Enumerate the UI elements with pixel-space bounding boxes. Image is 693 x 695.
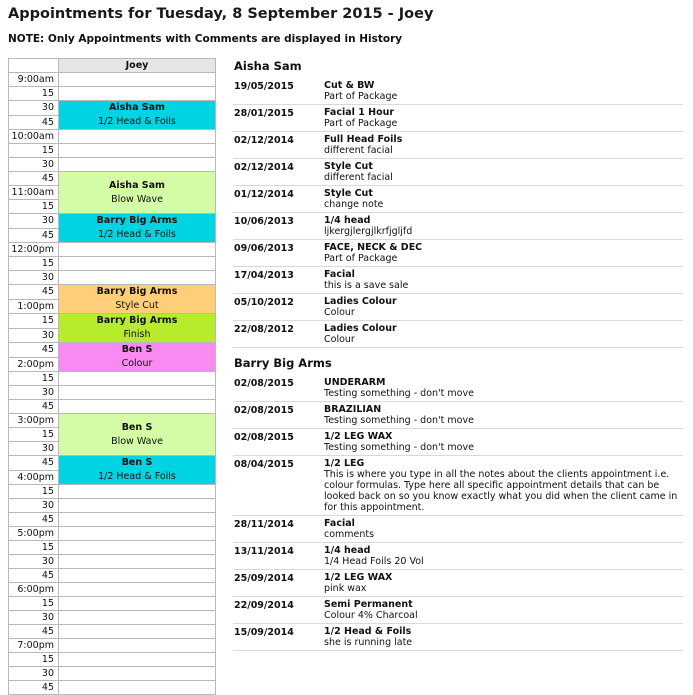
history-details: [324, 404, 683, 426]
time-slot-row: [9, 243, 216, 257]
history-details: [324, 323, 683, 345]
history-entry: [233, 456, 683, 516]
history-comment: Colour: [324, 307, 355, 318]
empty-slot[interactable]: [59, 569, 216, 583]
history-entry: [233, 159, 683, 186]
history-comment: Part of Package: [324, 253, 398, 264]
history-date: 02/12/2014: [234, 135, 294, 146]
empty-slot[interactable]: [59, 158, 216, 172]
history-note: NOTE: Only Appointments with Comments are displayed in History: [8, 33, 403, 45]
appointment-client: Aisha Sam: [109, 102, 165, 113]
history-date: 15/09/2014: [234, 627, 294, 638]
history-entry: [233, 132, 683, 159]
appointment-block[interactable]: [59, 314, 216, 343]
appointment-client: Barry Big Arms: [96, 286, 178, 297]
history-date: 08/04/2015: [234, 459, 294, 470]
time-slot-label: 4:00pm: [9, 470, 59, 485]
history-service: Semi Permanent: [324, 599, 413, 610]
time-slot-label: 11:00am: [9, 186, 59, 200]
history-service: Style Cut: [324, 161, 373, 172]
history-entry: [233, 543, 683, 570]
time-slot-label: 9:00am: [9, 73, 59, 87]
time-slot-label: 15: [9, 257, 59, 271]
time-slot-label: 15: [9, 314, 59, 329]
history-details: [324, 458, 683, 513]
history-service: BRAZILIAN: [324, 404, 382, 415]
history-date: 02/08/2015: [234, 432, 294, 443]
history-entry: [233, 240, 683, 267]
time-slot-label: 15: [9, 428, 59, 442]
time-slot-row: [9, 130, 216, 144]
time-slot-label: 30: [9, 499, 59, 513]
time-slot-row: [9, 485, 216, 499]
time-slot-label: 30: [9, 386, 59, 400]
history-details: [324, 269, 683, 291]
empty-slot[interactable]: [59, 257, 216, 271]
time-slot-label: 45: [9, 513, 59, 527]
history-details: [324, 161, 683, 183]
history-details: [324, 377, 683, 399]
time-slot-label: 15: [9, 653, 59, 667]
history-service: UNDERARM: [324, 377, 386, 388]
history-entry: [233, 402, 683, 429]
history-details: [324, 431, 683, 453]
empty-slot[interactable]: [59, 144, 216, 158]
appointment-service: Colour: [121, 358, 153, 369]
history-details: [324, 215, 683, 237]
time-slot-row: [9, 271, 216, 285]
history-date: 17/04/2013: [234, 270, 294, 281]
empty-slot[interactable]: [59, 639, 216, 653]
history-service: Ladies Colour: [324, 296, 397, 307]
history-entry: [233, 375, 683, 402]
history-entry: [233, 213, 683, 240]
time-slot-row: [9, 101, 216, 116]
time-slot-label: 30: [9, 442, 59, 456]
time-slot-label: 30: [9, 667, 59, 681]
history-date: 10/06/2013: [234, 216, 294, 227]
time-slot-row: [9, 499, 216, 513]
history-service: Cut & BW: [324, 80, 375, 91]
time-slot-label: 7:00pm: [9, 639, 59, 653]
history-comment: Testing something - don't move: [324, 415, 474, 426]
client-history-block: [233, 59, 683, 348]
appointment-block[interactable]: [59, 285, 216, 314]
history-service: Full Head Foils: [324, 134, 403, 145]
time-slot-row: [9, 343, 216, 358]
time-slot-row: [9, 625, 216, 639]
time-slot-label: 12:00pm: [9, 243, 59, 257]
history-entry: [233, 294, 683, 321]
history-comment: different facial: [324, 145, 393, 156]
empty-slot[interactable]: [59, 485, 216, 499]
history-entry: [233, 429, 683, 456]
history-details: [324, 599, 683, 621]
client-name-heading: Aisha Sam: [234, 59, 302, 73]
appointment-service: Blow Wave: [111, 193, 163, 205]
appointment-service: 1/2 Head & Foils: [98, 116, 176, 127]
time-slot-label: 45: [9, 228, 59, 243]
appointment-client: Aisha Sam: [109, 179, 165, 191]
time-slot-label: 2:00pm: [9, 357, 59, 372]
empty-slot[interactable]: [59, 271, 216, 285]
appointment-block[interactable]: [59, 414, 216, 456]
history-comment: comments: [324, 529, 375, 540]
history-entry: [233, 186, 683, 213]
time-slot-label: 15: [9, 87, 59, 101]
time-slot-row: [9, 372, 216, 386]
history-comment: Part of Package: [324, 91, 398, 102]
history-comment: Testing something - don't move: [324, 442, 474, 453]
history-comment: different facial: [324, 172, 393, 183]
time-slot-label: 45: [9, 115, 59, 130]
time-slot-label: 30: [9, 214, 59, 229]
time-slot-row: [9, 214, 216, 229]
history-entry: [233, 321, 683, 348]
history-comment: Colour 4% Charcoal: [324, 610, 418, 621]
time-slot-row: [9, 597, 216, 611]
appointment-block[interactable]: [59, 456, 216, 485]
history-date: 09/06/2013: [234, 243, 294, 254]
time-slot-row: [9, 611, 216, 625]
empty-slot[interactable]: [59, 243, 216, 257]
history-date: 02/08/2015: [234, 378, 294, 389]
empty-slot[interactable]: [59, 130, 216, 144]
appointment-client: Ben S: [121, 344, 153, 355]
history-service: Facial: [324, 518, 355, 529]
history-comment: Part of Package: [324, 118, 398, 129]
time-slot-label: 3:00pm: [9, 414, 59, 428]
time-slot-row: [9, 527, 216, 541]
time-slot-label: 30: [9, 158, 59, 172]
history-comment: ljkergjlergjlkrfjgljfd: [324, 226, 413, 237]
empty-slot[interactable]: [59, 513, 216, 527]
history-service: 1/4 head: [324, 215, 371, 226]
time-slot-row: [9, 144, 216, 158]
time-slot-label: 15: [9, 200, 59, 214]
time-slot-label: 15: [9, 144, 59, 158]
time-slot-label: 6:00pm: [9, 583, 59, 597]
time-slot-label: 45: [9, 400, 59, 414]
empty-slot[interactable]: [59, 499, 216, 513]
history-comment: This is where you type in all the notes about the clients appointment i.e. colour formulas. Type here all specific appointment details that can be looked back on so you know exactly what you did when the client came in for this appointment.: [324, 469, 678, 513]
empty-slot[interactable]: [59, 625, 216, 639]
time-slot-row: [9, 513, 216, 527]
time-slot-label: 30: [9, 611, 59, 625]
time-slot-label: 45: [9, 681, 59, 695]
history-entry: [233, 78, 683, 105]
empty-slot[interactable]: [59, 597, 216, 611]
history-entry: [233, 516, 683, 543]
history-date: 28/11/2014: [234, 519, 294, 530]
appointment-client: Ben S: [121, 457, 153, 468]
time-slot-row: [9, 172, 216, 186]
empty-slot[interactable]: [59, 73, 216, 87]
schedule-grid: [8, 58, 216, 695]
history-date: 01/12/2014: [234, 189, 294, 200]
appointment-block[interactable]: [59, 214, 216, 243]
time-slot-label: 1:00pm: [9, 299, 59, 314]
appointment-service: 1/2 Head & Foils: [98, 471, 176, 482]
page-title: Appointments for Tuesday, 8 September 2015 - Joey: [8, 6, 434, 22]
history-details: [324, 107, 683, 129]
history-comment: Colour: [324, 334, 355, 345]
time-slot-row: [9, 285, 216, 300]
time-slot-row: [9, 555, 216, 569]
time-slot-label: 45: [9, 456, 59, 471]
appointment-block[interactable]: [59, 172, 216, 214]
appointment-service: 1/2 Head & Foils: [98, 229, 176, 240]
time-slot-label: 10:00am: [9, 130, 59, 144]
history-details: [324, 134, 683, 156]
time-slot-row: [9, 681, 216, 695]
empty-slot[interactable]: [59, 583, 216, 597]
appointment-client: Barry Big Arms: [96, 215, 178, 226]
history-date: 19/05/2015: [234, 81, 294, 92]
time-slot-label: 30: [9, 101, 59, 116]
history-date: 25/09/2014: [234, 573, 294, 584]
appointment-client: Barry Big Arms: [96, 315, 178, 326]
time-slot-row: [9, 456, 216, 471]
appointment-service: Finish: [123, 329, 151, 340]
empty-slot[interactable]: [59, 541, 216, 555]
time-slot-label: 45: [9, 285, 59, 300]
empty-slot[interactable]: [59, 653, 216, 667]
history-details: [324, 626, 683, 648]
time-slot-label: 30: [9, 555, 59, 569]
history-date: 05/10/2012: [234, 297, 294, 308]
empty-slot[interactable]: [59, 667, 216, 681]
appointment-service: Style Cut: [115, 300, 159, 311]
time-slot-row: [9, 314, 216, 329]
empty-slot[interactable]: [59, 681, 216, 695]
time-slot-label: 15: [9, 597, 59, 611]
empty-slot[interactable]: [59, 527, 216, 541]
history-entry: [233, 624, 683, 651]
history-date: 02/12/2014: [234, 162, 294, 173]
time-slot-label: 5:00pm: [9, 527, 59, 541]
time-slot-row: [9, 541, 216, 555]
appointment-service: Blow Wave: [111, 435, 163, 447]
history-service: Facial: [324, 269, 355, 280]
time-slot-row: [9, 87, 216, 101]
time-slot-row: [9, 414, 216, 428]
time-slot-row: [9, 73, 216, 87]
history-service: FACE, NECK & DEC: [324, 242, 423, 253]
history-comment: Testing something - don't move: [324, 388, 474, 399]
time-slot-label: 45: [9, 172, 59, 186]
history-service: 1/2 LEG: [324, 458, 365, 469]
time-slot-row: [9, 569, 216, 583]
staff-column-header: Joey: [59, 59, 216, 73]
empty-slot[interactable]: [59, 611, 216, 625]
time-slot-label: 30: [9, 328, 59, 343]
empty-slot[interactable]: [59, 372, 216, 386]
history-details: [324, 296, 683, 318]
time-slot-label: 45: [9, 625, 59, 639]
history-details: [324, 80, 683, 102]
history-comment: she is running late: [324, 637, 413, 648]
history-comment: this is a save sale: [324, 280, 409, 291]
history-entry: [233, 267, 683, 294]
history-service: Facial 1 Hour: [324, 107, 395, 118]
time-slot-label: 15: [9, 372, 59, 386]
history-comment: change note: [324, 199, 384, 210]
time-slot-row: [9, 257, 216, 271]
client-name-heading: Barry Big Arms: [234, 356, 332, 370]
history-date: 28/01/2015: [234, 108, 294, 119]
history-details: [324, 572, 683, 594]
time-slot-label: 30: [9, 271, 59, 285]
history-details: [324, 518, 683, 540]
time-slot-label: 15: [9, 541, 59, 555]
history-service: Ladies Colour: [324, 323, 397, 334]
history-service: Style Cut: [324, 188, 373, 199]
empty-slot[interactable]: [59, 555, 216, 569]
time-slot-row: [9, 667, 216, 681]
time-slot-label: 45: [9, 343, 59, 358]
history-service: 1/2 LEG WAX: [324, 431, 393, 442]
empty-slot[interactable]: [59, 87, 216, 101]
history-service: 1/2 LEG WAX: [324, 572, 393, 583]
history-details: [324, 545, 683, 567]
history-service: 1/4 head: [324, 545, 371, 556]
history-details: [324, 242, 683, 264]
history-details: [324, 188, 683, 210]
appointment-block[interactable]: [59, 343, 216, 372]
appointment-block[interactable]: [59, 101, 216, 130]
empty-slot[interactable]: [59, 400, 216, 414]
time-slot-row: [9, 386, 216, 400]
history-service: 1/2 Head & Foils: [324, 626, 412, 637]
history-comment: 1/4 Head Foils 20 Vol: [324, 556, 424, 567]
empty-slot[interactable]: [59, 386, 216, 400]
time-slot-row: [9, 639, 216, 653]
appointment-history: [233, 58, 683, 651]
client-history-block: [233, 356, 683, 651]
time-slot-label: 45: [9, 569, 59, 583]
time-slot-row: [9, 400, 216, 414]
history-entry: [233, 105, 683, 132]
time-slot-row: [9, 583, 216, 597]
time-slot-row: [9, 653, 216, 667]
history-entry: [233, 597, 683, 624]
history-date: 02/08/2015: [234, 405, 294, 416]
time-slot-label: 15: [9, 485, 59, 499]
time-column-header: [9, 59, 59, 73]
appointment-client: Ben S: [121, 421, 153, 433]
time-slot-row: [9, 158, 216, 172]
history-date: 22/09/2014: [234, 600, 294, 611]
history-date: 22/08/2012: [234, 324, 294, 335]
history-date: 13/11/2014: [234, 546, 294, 557]
history-comment: pink wax: [324, 583, 367, 594]
history-entry: [233, 570, 683, 597]
